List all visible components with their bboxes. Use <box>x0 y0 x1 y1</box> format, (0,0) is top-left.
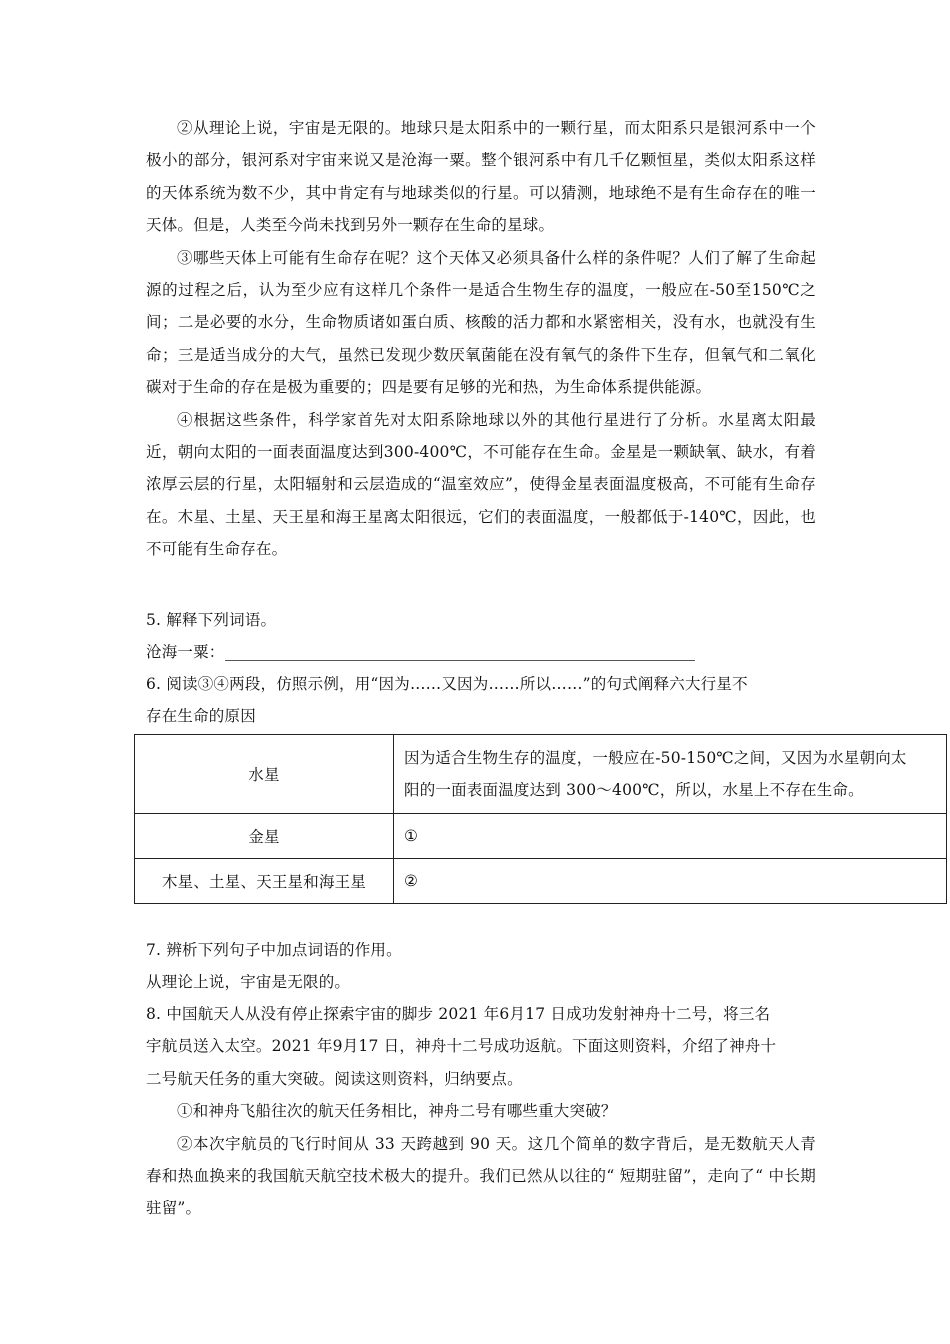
question-6-prompt-line2: 存在生命的原因 <box>146 707 256 726</box>
table-row <box>135 814 947 859</box>
passage <box>146 112 816 566</box>
answer-cell[interactable]: ② <box>394 859 947 904</box>
question-5-term: 沧海一粟： <box>146 643 225 662</box>
question-7 <box>146 934 816 999</box>
question-8-line1: 8. 中国航天人从没有停止探索宇宙的脚步 2021 年6月17 日成功发射神舟十二号，将三名 <box>146 1005 771 1023</box>
question-8-item2: ②本次宇航员的飞行时间从 33 天跨越到 90 天。这几个简单的数字背后，是无数航天人青春和热血换来的我国航天航空技术极大的提升。我们已然从以往的“ 短期驻留”，走向了“ 中长期驻留”。 <box>146 1134 816 1218</box>
planet-analysis-table <box>134 734 947 904</box>
question-5 <box>146 604 816 669</box>
paragraph-4: ④根据这些条件，科学家首先对太阳系除地球以外的其他行星进行了分析。水星离太阳最近，朝向太阳的一面表面温度达到300-400℃，不可能存在生命。金星是一颗缺氧、缺水，有着浓厚云层的行星，太阳辐射和云层造成的“温室效应”，使得金星表面温度极高，不可能有生命存在。木星、土星、天王星和海王星离太阳很远，它们的表面温度，一般都低于-140℃，因此，也不可能有生命存在。 <box>146 410 816 559</box>
reason-line: 阳的一面表面温度达到 300～400℃，所以，水星上不存在生命。 <box>404 781 864 799</box>
question-7-prompt: 7. 辨析下列句子中加点词语的作用。 <box>146 941 402 959</box>
answer-cell[interactable]: ① <box>394 814 947 859</box>
planet-cell: 金星 <box>135 814 394 859</box>
answer-blank[interactable] <box>225 640 695 661</box>
table-row <box>135 859 947 904</box>
question-8-item1: ①和神舟飞船往次的航天任务相比，神舟二号有哪些重大突破？ <box>177 1102 617 1121</box>
table-row <box>135 735 947 814</box>
question-7-sentence: 从理论上说，宇宙是无限的。 <box>146 973 351 992</box>
question-8 <box>146 998 816 1225</box>
reason-line: 因为适合生物生存的温度，一般应在-50-150℃之间，又因为水星朝向太 <box>404 749 907 767</box>
paragraph-3: ③哪些天体上可能有生命存在呢？这个天体又必须具备什么样的条件呢？人们了解了生命起源的过程之后，认为至少应有这样几个条件一是适合生物生存的温度，一般应在-50至150℃之间；二是必要的水分，生命物质诸如蛋白质、核酸的活力都和水紧密相关，没有水，也就没有生命；三是适当成分的大气，虽然已发现少数厌氧菌能在没有氧气的条件下生存，但氧气和二氧化碳对于生命的存在是极为重要的；四是要有足够的光和热，为生命体系提供能源。 <box>146 248 816 397</box>
question-5-term-line <box>146 636 816 668</box>
question-5-prompt: 5. 解释下列词语。 <box>146 611 277 629</box>
question-6-prompt-line1: 6. 阅读③④两段，仿照示例，用“因为……又因为……所以……”的句式阐释六大行星不 <box>146 675 748 693</box>
question-6 <box>146 668 816 733</box>
planet-cell: 水星 <box>135 735 394 814</box>
question-8-line2: 宇航员送入太空。2021 年9月17 日，神舟十二号成功返航。下面这则资料，介绍了神舟十 <box>146 1037 777 1056</box>
reason-cell <box>394 735 947 814</box>
paragraph-2: ②从理论上说，宇宙是无限的。地球只是太阳系中的一颗行星，而太阳系只是银河系中一个极小的部分，银河系对宇宙来说又是沧海一粟。整个银河系中有几千亿颗恒星，类似太阳系这样的天体系统为数不少，其中肯定有与地球类似的行星。可以猜测，地球绝不是有生命存在的唯一天体。但是，人类至今尚未找到另外一颗存在生命的星球。 <box>146 119 816 235</box>
question-8-line3: 二号航天任务的重大突破。阅读这则资料，归纳要点。 <box>146 1069 523 1088</box>
planet-cell: 木星、土星、天王星和海王星 <box>135 859 394 904</box>
